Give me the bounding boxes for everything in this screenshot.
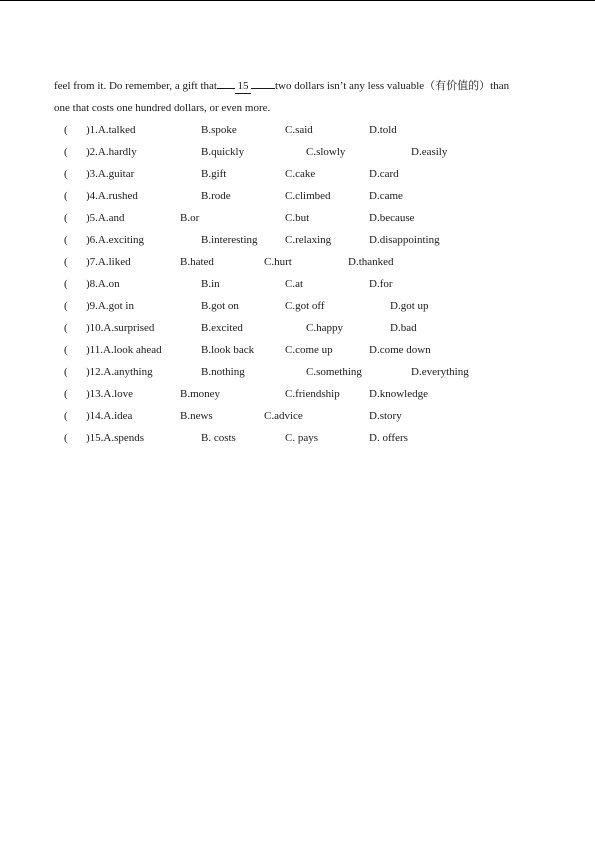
question-row (0, 386, 595, 408)
option-b: B.interesting (201, 234, 258, 246)
option-b: B.money (180, 388, 221, 400)
option-c: C.come up (285, 344, 333, 356)
option-b: B.in (201, 278, 220, 290)
blank-underline-left (217, 88, 235, 89)
question-row (0, 276, 595, 298)
answer-paren: ( (64, 410, 68, 422)
option-c: C.advice (264, 410, 303, 422)
option-a: )13.A.love (86, 388, 134, 400)
option-d: D.disappointing (369, 234, 440, 246)
option-b: B.hated (180, 256, 214, 268)
answer-paren: ( (64, 190, 68, 202)
answer-paren: ( (64, 278, 68, 290)
top-rule (0, 0, 595, 1)
answer-paren: ( (64, 366, 68, 378)
option-c: C.hurt (264, 256, 292, 268)
option-d: D.everything (411, 366, 469, 378)
question-list (0, 122, 595, 452)
passage-text-before-blank: feel from it. Do remember, a gift that (54, 80, 217, 92)
option-c: C.climbed (285, 190, 331, 202)
option-b: B.or (180, 212, 200, 224)
blank-number: 15 (235, 80, 251, 94)
option-d: D.story (369, 410, 402, 422)
option-b: B. costs (201, 432, 236, 444)
passage-text-after-blank: two dollars isn’t any less valuable（有价值的）than (274, 80, 510, 92)
option-b: B.look back (201, 344, 255, 356)
option-b: B.excited (201, 322, 243, 334)
question-row (0, 364, 595, 386)
option-c: C.relaxing (285, 234, 332, 246)
option-a: )1.A.talked (86, 124, 136, 136)
answer-paren: ( (64, 322, 68, 334)
option-a: )14.A.idea (86, 410, 133, 422)
option-d: D.card (369, 168, 399, 180)
question-row (0, 188, 595, 210)
option-c: C.cake (285, 168, 316, 180)
option-a: )7.A.liked (86, 256, 131, 268)
option-b: B.gift (201, 168, 227, 180)
option-a: )2.A.hardly (86, 146, 137, 158)
option-b: B.quickly (201, 146, 245, 158)
option-a: )11.A.look ahead (86, 344, 162, 356)
passage-line-2: one that costs one hundred dollars, or even more. (54, 102, 271, 114)
question-row (0, 298, 595, 320)
option-b: B.spoke (201, 124, 237, 136)
option-b: B.nothing (201, 366, 245, 378)
option-a: )3.A.guitar (86, 168, 135, 180)
option-a: )6.A.exciting (86, 234, 145, 246)
option-c: C.got off (285, 300, 325, 312)
option-d: D. offers (369, 432, 408, 444)
option-d: D.knowledge (369, 388, 428, 400)
question-row (0, 320, 595, 342)
question-row (0, 122, 595, 144)
question-row (0, 166, 595, 188)
option-c: C.said (285, 124, 313, 136)
option-a: )5.A.and (86, 212, 125, 224)
answer-paren: ( (64, 146, 68, 158)
question-row (0, 254, 595, 276)
option-c: C.something (306, 366, 362, 378)
option-d: D.thanked (348, 256, 394, 268)
option-a: )15.A.spends (86, 432, 145, 444)
answer-paren: ( (64, 124, 68, 136)
question-row (0, 210, 595, 232)
option-c: C.friendship (285, 388, 340, 400)
answer-paren: ( (64, 168, 68, 180)
option-d: D.came (369, 190, 403, 202)
option-a: )10.A.surprised (86, 322, 155, 334)
option-c: C.slowly (306, 146, 346, 158)
option-c: C.at (285, 278, 304, 290)
option-a: )8.A.on (86, 278, 120, 290)
option-c: C. pays (285, 432, 318, 444)
option-a: )9.A.got in (86, 300, 134, 312)
option-d: D.got up (390, 300, 429, 312)
option-c: C.happy (306, 322, 343, 334)
option-d: D.for (369, 278, 393, 290)
question-row (0, 232, 595, 254)
option-b: B.rode (201, 190, 231, 202)
answer-paren: ( (64, 388, 68, 400)
option-b: B.news (180, 410, 213, 422)
option-b: B.got on (201, 300, 239, 312)
option-a: )12.A.anything (86, 366, 153, 378)
blank-underline-right (251, 88, 275, 89)
passage (54, 78, 554, 122)
option-c: C.but (285, 212, 310, 224)
answer-paren: ( (64, 432, 68, 444)
question-row (0, 430, 595, 452)
answer-paren: ( (64, 212, 68, 224)
passage-line-1 (54, 78, 554, 100)
question-row (0, 342, 595, 364)
answer-paren: ( (64, 300, 68, 312)
option-d: D.come down (369, 344, 431, 356)
answer-paren: ( (64, 234, 68, 246)
option-d: D.bad (390, 322, 417, 334)
answer-paren: ( (64, 344, 68, 356)
question-row (0, 408, 595, 430)
option-d: D.because (369, 212, 415, 224)
option-d: D.told (369, 124, 397, 136)
option-d: D.easily (411, 146, 448, 158)
option-a: )4.A.rushed (86, 190, 138, 202)
answer-paren: ( (64, 256, 68, 268)
question-row (0, 144, 595, 166)
